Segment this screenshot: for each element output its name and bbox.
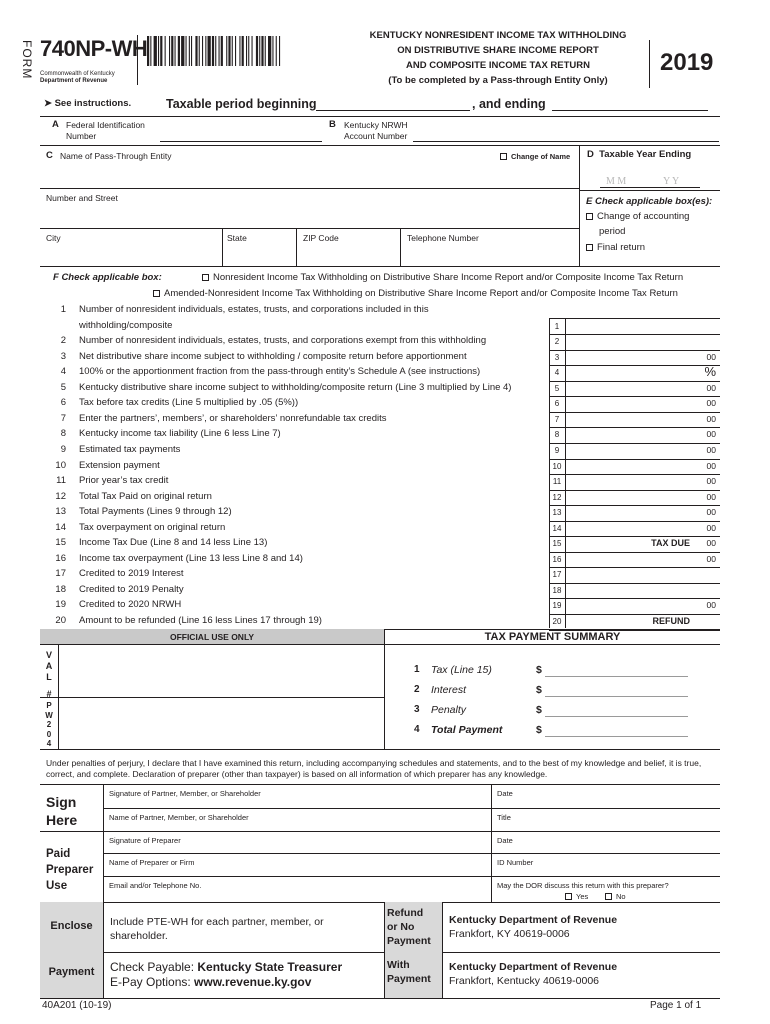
line-number: 3	[60, 350, 66, 362]
field-a-label: Number	[66, 131, 97, 141]
line-box-number: 10	[552, 461, 562, 471]
line-text: Prior year’s tax credit	[79, 475, 169, 487]
line-row	[42, 366, 718, 382]
pw-char: P	[46, 701, 52, 710]
summary-amount-input[interactable]	[545, 736, 688, 737]
line-box-number: 11	[552, 477, 562, 487]
line-text: Estimated tax payments	[79, 443, 181, 455]
change-of-name-label: Change of Name	[511, 152, 571, 161]
form-word: FORM	[20, 40, 34, 80]
discuss-no-label: No	[616, 892, 626, 901]
sign-here-title	[46, 793, 77, 829]
val-char: #	[46, 689, 52, 699]
line-box-number: 14	[552, 523, 562, 533]
line-box-number: 19	[552, 601, 562, 611]
line-row	[42, 428, 718, 444]
line-amount-input[interactable]: 00	[706, 413, 716, 424]
barcode-bar	[154, 36, 157, 66]
summary-amount-input[interactable]	[545, 716, 688, 717]
enclose-text-line: Include PTE-WH for each partner, member, or	[110, 916, 324, 928]
line-suffix: REFUND	[652, 616, 690, 626]
barcode-bar	[158, 36, 159, 66]
barcode-bar	[208, 36, 211, 66]
line-text: Credited to 2020 NRWH	[79, 599, 182, 611]
discuss-yes-label: Yes	[576, 892, 589, 901]
line-amount-input[interactable]: 00	[706, 491, 716, 502]
field-a-label: Federal Identification	[66, 120, 145, 130]
line-number: 10	[55, 459, 66, 471]
line-text: Number of nonresident individuals, estates, trusts, and corporations included in this	[79, 304, 429, 315]
preparer-title-line: Use	[46, 880, 68, 892]
field-c-label: Name of Pass-Through Entity	[60, 151, 172, 161]
summary-amount-input[interactable]	[545, 676, 688, 677]
field-c-letter: C	[46, 150, 53, 161]
perjury-declaration: Under penalties of perjury, I declare that I have examined this return, including accompanying schedules and statements, and to the best of my knowledge and belief, it is true, correct, and complete. Declaration of preparer (other than taxpayer) is based on all information of which preparer has any knowledge.	[46, 758, 702, 779]
barcode-bar	[150, 36, 151, 66]
line-amount-input[interactable]: 00	[706, 382, 716, 393]
signature-partner-label: Signature of Partner, Member, or Shareholder	[109, 789, 261, 798]
field-e-label: E Check applicable box(es):	[586, 196, 713, 207]
line-box-number: 13	[552, 508, 562, 518]
barcode-bar	[221, 36, 223, 66]
line-row	[42, 460, 718, 476]
barcode-bar	[219, 36, 220, 66]
summary-item-label: Interest	[431, 684, 467, 696]
payment-address-line: Frankfort, Kentucky 40619-0006	[449, 975, 600, 987]
enclose-label: Enclose	[50, 920, 93, 932]
line-row	[42, 537, 718, 553]
barcode-bar	[248, 36, 249, 66]
line-text: Net distributive share income subject to withholding / composite return before apportionment	[79, 350, 467, 362]
nonresident-checkbox[interactable]	[202, 272, 683, 283]
line-box-number: 12	[552, 492, 562, 502]
line-row	[42, 599, 718, 615]
epay-link[interactable]: www.revenue.ky.gov	[194, 975, 312, 989]
val-char: A	[45, 661, 53, 671]
line-row	[42, 568, 718, 584]
line-box-number: 5	[554, 383, 560, 393]
field-d-text: Taxable Year Ending	[599, 149, 692, 160]
barcode-bar	[189, 36, 190, 66]
field-d-letter: D	[587, 149, 594, 160]
line-number: 2	[60, 335, 66, 347]
barcode-bar	[160, 36, 162, 66]
refund-label-line: Payment	[387, 935, 431, 947]
form-number: 740NP-WH	[40, 36, 148, 61]
preparer-title-line: Preparer	[46, 864, 94, 876]
barcode-bar	[165, 36, 166, 66]
line-row	[42, 413, 718, 429]
pw-char: 2	[46, 720, 52, 729]
preparer-email-label: Email and/or Telephone No.	[109, 881, 202, 890]
line-row	[42, 397, 718, 413]
payment-epay	[110, 975, 311, 989]
line-text: Total Payments (Lines 9 through 12)	[79, 506, 232, 518]
line-text: withholding/composite	[79, 319, 173, 331]
line-number: 1	[60, 304, 66, 315]
line-number: 8	[60, 428, 66, 440]
barcode-bar	[215, 36, 216, 66]
line-amount-input[interactable]: 00	[706, 476, 716, 487]
line-amount-input[interactable]: 00	[706, 553, 716, 564]
pw-label	[40, 701, 58, 749]
line-row	[42, 444, 718, 460]
line-amount-input[interactable]: 00	[706, 538, 716, 549]
line-box-number: 1	[554, 321, 560, 331]
taxable-period-label: Taxable period beginning	[166, 97, 317, 111]
line-row	[42, 320, 718, 336]
val-char: V	[45, 650, 52, 660]
line-amount-input[interactable]: 00	[706, 444, 716, 455]
line-text: Income Tax Due (Line 8 and 14 less Line 13)	[79, 537, 268, 549]
line-text: Kentucky income tax liability (Line 6 less Line 7)	[79, 428, 281, 440]
pw-char: W	[45, 710, 53, 720]
barcode-bar	[252, 36, 253, 66]
summary-amount-input[interactable]	[545, 696, 688, 697]
check-payable-value: Kentucky State Treasurer	[197, 960, 343, 974]
federal-id-input[interactable]	[160, 141, 322, 142]
barcode-bar	[235, 36, 236, 66]
val-char: L	[46, 672, 52, 682]
line-box-number: 18	[552, 585, 562, 595]
barcode-bar	[242, 36, 244, 66]
title-label: Title	[497, 813, 511, 822]
line-row	[42, 553, 718, 569]
val-label	[40, 650, 58, 700]
preparer-id-label: ID Number	[497, 858, 534, 867]
line-text: Amount to be refunded (Line 16 less Lines 17 through 19)	[79, 615, 322, 626]
preparer-signature-label: Signature of Preparer	[109, 836, 181, 845]
line-box-number: 8	[554, 430, 560, 440]
line-suffix: TAX DUE	[651, 538, 690, 549]
street-label: Number and Street	[46, 193, 118, 203]
barcode-bar	[169, 36, 170, 66]
state-label: State	[227, 233, 247, 243]
form-title	[357, 28, 639, 88]
final-return-checkbox[interactable]	[586, 242, 645, 253]
nrwh-account-input[interactable]	[413, 141, 719, 142]
line-amount-input[interactable]: 00	[706, 522, 716, 533]
line-text: Tax before tax credits (Line 5 multiplied by .05 (5%))	[79, 397, 299, 409]
line-number: 13	[55, 506, 66, 518]
barcode-bar	[178, 36, 180, 66]
amended-checkbox[interactable]	[153, 288, 678, 299]
summary-dollar-sign: $	[536, 684, 542, 696]
field-a-letter: A	[52, 119, 59, 130]
summary-item-label: Penalty	[431, 704, 467, 716]
summary-dollar-sign: $	[536, 704, 542, 716]
barcode-bar	[276, 36, 277, 66]
refund-address	[449, 913, 617, 941]
summary-item-number: 2	[414, 684, 420, 695]
taxable-year-yy[interactable]: Y Y	[663, 176, 680, 187]
field-b-letter: B	[329, 119, 336, 130]
line-amount-input[interactable]: 00	[706, 351, 716, 362]
agency-name: Commonwealth of Kentucky	[40, 71, 115, 77]
line-row	[42, 475, 718, 491]
barcode-bar	[261, 36, 263, 66]
line-row	[42, 491, 718, 507]
discuss-no-checkbox[interactable]	[605, 892, 626, 901]
line-number: 5	[60, 381, 66, 393]
refund-label-line: Refund	[387, 907, 424, 919]
official-use-title: OFFICIAL USE ONLY	[169, 632, 255, 642]
line-number: 7	[60, 412, 66, 424]
line-row	[42, 335, 718, 351]
refund-address-line: Frankfort, KY 40619-0006	[449, 928, 570, 940]
barcode-bar	[195, 36, 197, 66]
see-instructions: ➤ See instructions.	[44, 98, 132, 109]
barcode-bar	[199, 36, 200, 66]
line-row	[42, 522, 718, 538]
line-text: Total Tax Paid on original return	[79, 490, 212, 502]
agency-department: Department of Revenue	[40, 78, 108, 84]
barcode-bar	[202, 36, 203, 66]
line-box-number: 3	[554, 352, 560, 362]
summary-item-label: Tax (Line 15)	[431, 664, 492, 676]
with-payment-label	[387, 958, 431, 986]
preparer-title	[46, 846, 93, 894]
refund-label-line: or No	[387, 921, 415, 933]
field-b-label: Account Number	[344, 131, 408, 141]
summary-item-number: 4	[414, 724, 420, 735]
line-text: Credited to 2019 Interest	[79, 568, 184, 580]
line-text: Credited to 2019 Penalty	[79, 583, 184, 595]
phone-label: Telephone Number	[407, 233, 479, 243]
summary-item-number: 3	[414, 704, 420, 715]
taxable-year-mm[interactable]: M M	[606, 176, 627, 187]
line-number: 19	[55, 599, 66, 611]
barcode-bar	[272, 36, 273, 66]
payment-address-line: Kentucky Department of Revenue	[449, 961, 618, 973]
line-text: Tax overpayment on original return	[79, 521, 226, 533]
summary-dollar-sign: $	[536, 664, 542, 676]
line-text: Number of nonresident individuals, estates, trusts, and corporations exempt from this withholding	[79, 335, 487, 347]
barcode-bar	[226, 36, 227, 66]
line-amount-input[interactable]: 00	[706, 429, 716, 440]
enclose-text	[110, 915, 324, 943]
line-box-number: 9	[554, 445, 560, 455]
discuss-yes-checkbox[interactable]	[565, 892, 588, 901]
change-accounting-checkbox[interactable]	[586, 211, 689, 222]
barcode-bar	[239, 36, 240, 66]
line-box-number: 17	[552, 570, 562, 580]
line-amount-input[interactable]: 00	[706, 460, 716, 471]
change-of-name-checkbox[interactable]	[500, 152, 570, 161]
city-label: City	[46, 233, 61, 243]
sign-title-line: Sign	[46, 794, 77, 810]
summary-item-number: 1	[414, 664, 420, 675]
summary-item-label: Total Payment	[431, 724, 503, 736]
barcode-bar	[279, 36, 280, 66]
zip-label: ZIP Code	[303, 233, 339, 243]
form-code: 40A201 (10-19)	[42, 1000, 112, 1011]
barcode-bar	[232, 36, 233, 66]
payment-check	[110, 960, 342, 974]
line-number: 4	[60, 366, 66, 378]
line-row	[42, 351, 718, 367]
line-text: Kentucky distributive share income subject to withholding/composite return (Line 3 multiplied by Line 4)	[79, 381, 512, 393]
epay-label: E-Pay Options:	[110, 975, 191, 989]
barcode-bar	[181, 36, 184, 66]
barcode-bar	[212, 36, 214, 66]
line-box-number: 15	[552, 539, 562, 549]
summary-dollar-sign: $	[536, 724, 542, 736]
form-title-line: AND COMPOSITE INCOME TAX RETURN	[405, 60, 591, 71]
line-number: 14	[55, 521, 66, 533]
line-box-number: 7	[554, 414, 560, 424]
line-number: 9	[60, 443, 66, 455]
line-number: 18	[55, 583, 66, 595]
change-accounting-label-cont: period	[599, 226, 626, 237]
form-title-line: ON DISTRIBUTIVE SHARE INCOME REPORT	[397, 45, 599, 56]
line-number: 11	[56, 475, 66, 487]
line-number: 15	[55, 537, 66, 549]
page-number: Page 1 of 1	[650, 1000, 702, 1011]
barcode-bar	[171, 36, 173, 66]
line-number: 6	[60, 397, 66, 409]
payment-address	[449, 960, 617, 988]
nonresident-label: Nonresident Income Tax Withholding on Distributive Share Income Report and/or Composite Income Tax Return	[213, 272, 684, 283]
tax-year: 2019	[660, 49, 714, 76]
line-number: 20	[55, 615, 66, 626]
line-text: Enter the partners’, members’, or shareholders’ nonrefundable tax credits	[79, 412, 387, 424]
line-number: 12	[55, 490, 66, 502]
line-box-number: 2	[554, 337, 560, 347]
pw-char: 4	[46, 739, 52, 748]
period-begin-input[interactable]	[316, 110, 470, 111]
amended-label: Amended-Nonresident Income Tax Withholding on Distributive Share Income Report and/or Composite Income Tax Return	[164, 288, 678, 299]
sign-title-line: Here	[46, 812, 78, 828]
with-payment-line: Payment	[387, 973, 431, 985]
field-d-label	[587, 149, 691, 160]
barcode-bar	[205, 36, 206, 66]
line-box-number: 4	[554, 368, 560, 378]
barcode-bar	[259, 36, 260, 66]
enclose-text-line: shareholder.	[110, 930, 168, 942]
form-title-line: (To be completed by a Pass-through Entity Only)	[388, 75, 608, 86]
line-amount-input[interactable]: 00	[706, 507, 716, 518]
line-row	[42, 382, 718, 398]
change-accounting-label: Change of accounting	[597, 211, 690, 222]
refund-label	[387, 906, 431, 948]
period-end-input[interactable]	[552, 110, 708, 111]
barcode-bar	[191, 36, 192, 66]
signature-date-label: Date	[497, 789, 513, 798]
name-partner-label: Name of Partner, Member, or Shareholder	[109, 813, 249, 822]
refund-address-line: Kentucky Department of Revenue	[449, 914, 618, 926]
preparer-name-label: Name of Preparer or Firm	[109, 858, 195, 867]
pw-char: 0	[46, 729, 52, 739]
with-payment-line: With	[387, 959, 410, 971]
line-text: Income tax overpayment (Line 13 less Line 8 and 14)	[79, 552, 303, 564]
line-text: 100% or the apportionment fraction from the pass-through entity’s Schedule A (see instructions)	[79, 366, 481, 378]
line-row	[42, 506, 718, 522]
barcode-bar	[147, 36, 149, 66]
line-box-number: 6	[554, 399, 560, 409]
barcode-bar	[265, 36, 266, 66]
line-amount-input[interactable]: 00	[706, 600, 716, 611]
period-ending-label: , and ending	[472, 97, 546, 111]
line-number: 16	[55, 552, 66, 564]
barcode-bar	[256, 36, 258, 66]
summary-title: TAX PAYMENT SUMMARY	[484, 631, 621, 643]
payment-label: Payment	[48, 966, 95, 978]
line-number: 17	[55, 568, 66, 580]
barcode-bar	[186, 36, 187, 66]
check-payable-label: Check Payable:	[110, 960, 195, 974]
field-b-label: Kentucky NRWH	[344, 120, 408, 130]
form-title-line: KENTUCKY NONRESIDENT INCOME TAX WITHHOLDING	[369, 30, 627, 41]
barcode	[147, 36, 337, 66]
line-amount-input[interactable]: 00	[706, 398, 716, 409]
barcode-bar	[175, 36, 176, 66]
section-f-label: F Check applicable box:	[53, 272, 162, 283]
barcode-bar	[228, 36, 230, 66]
line-box-number: 20	[552, 617, 562, 626]
final-return-label: Final return	[597, 242, 646, 253]
line-box-number: 16	[552, 554, 562, 564]
line-row	[42, 584, 718, 600]
discuss-question: May the DOR discuss this return with this preparer?	[497, 881, 669, 890]
barcode-bar	[246, 36, 247, 66]
line-text: Extension payment	[79, 459, 160, 471]
line-amount-input[interactable]: %	[704, 364, 716, 380]
preparer-title-line: Paid	[46, 848, 71, 860]
line-row	[42, 304, 718, 320]
preparer-date-label: Date	[497, 836, 513, 845]
barcode-bar	[268, 36, 271, 66]
